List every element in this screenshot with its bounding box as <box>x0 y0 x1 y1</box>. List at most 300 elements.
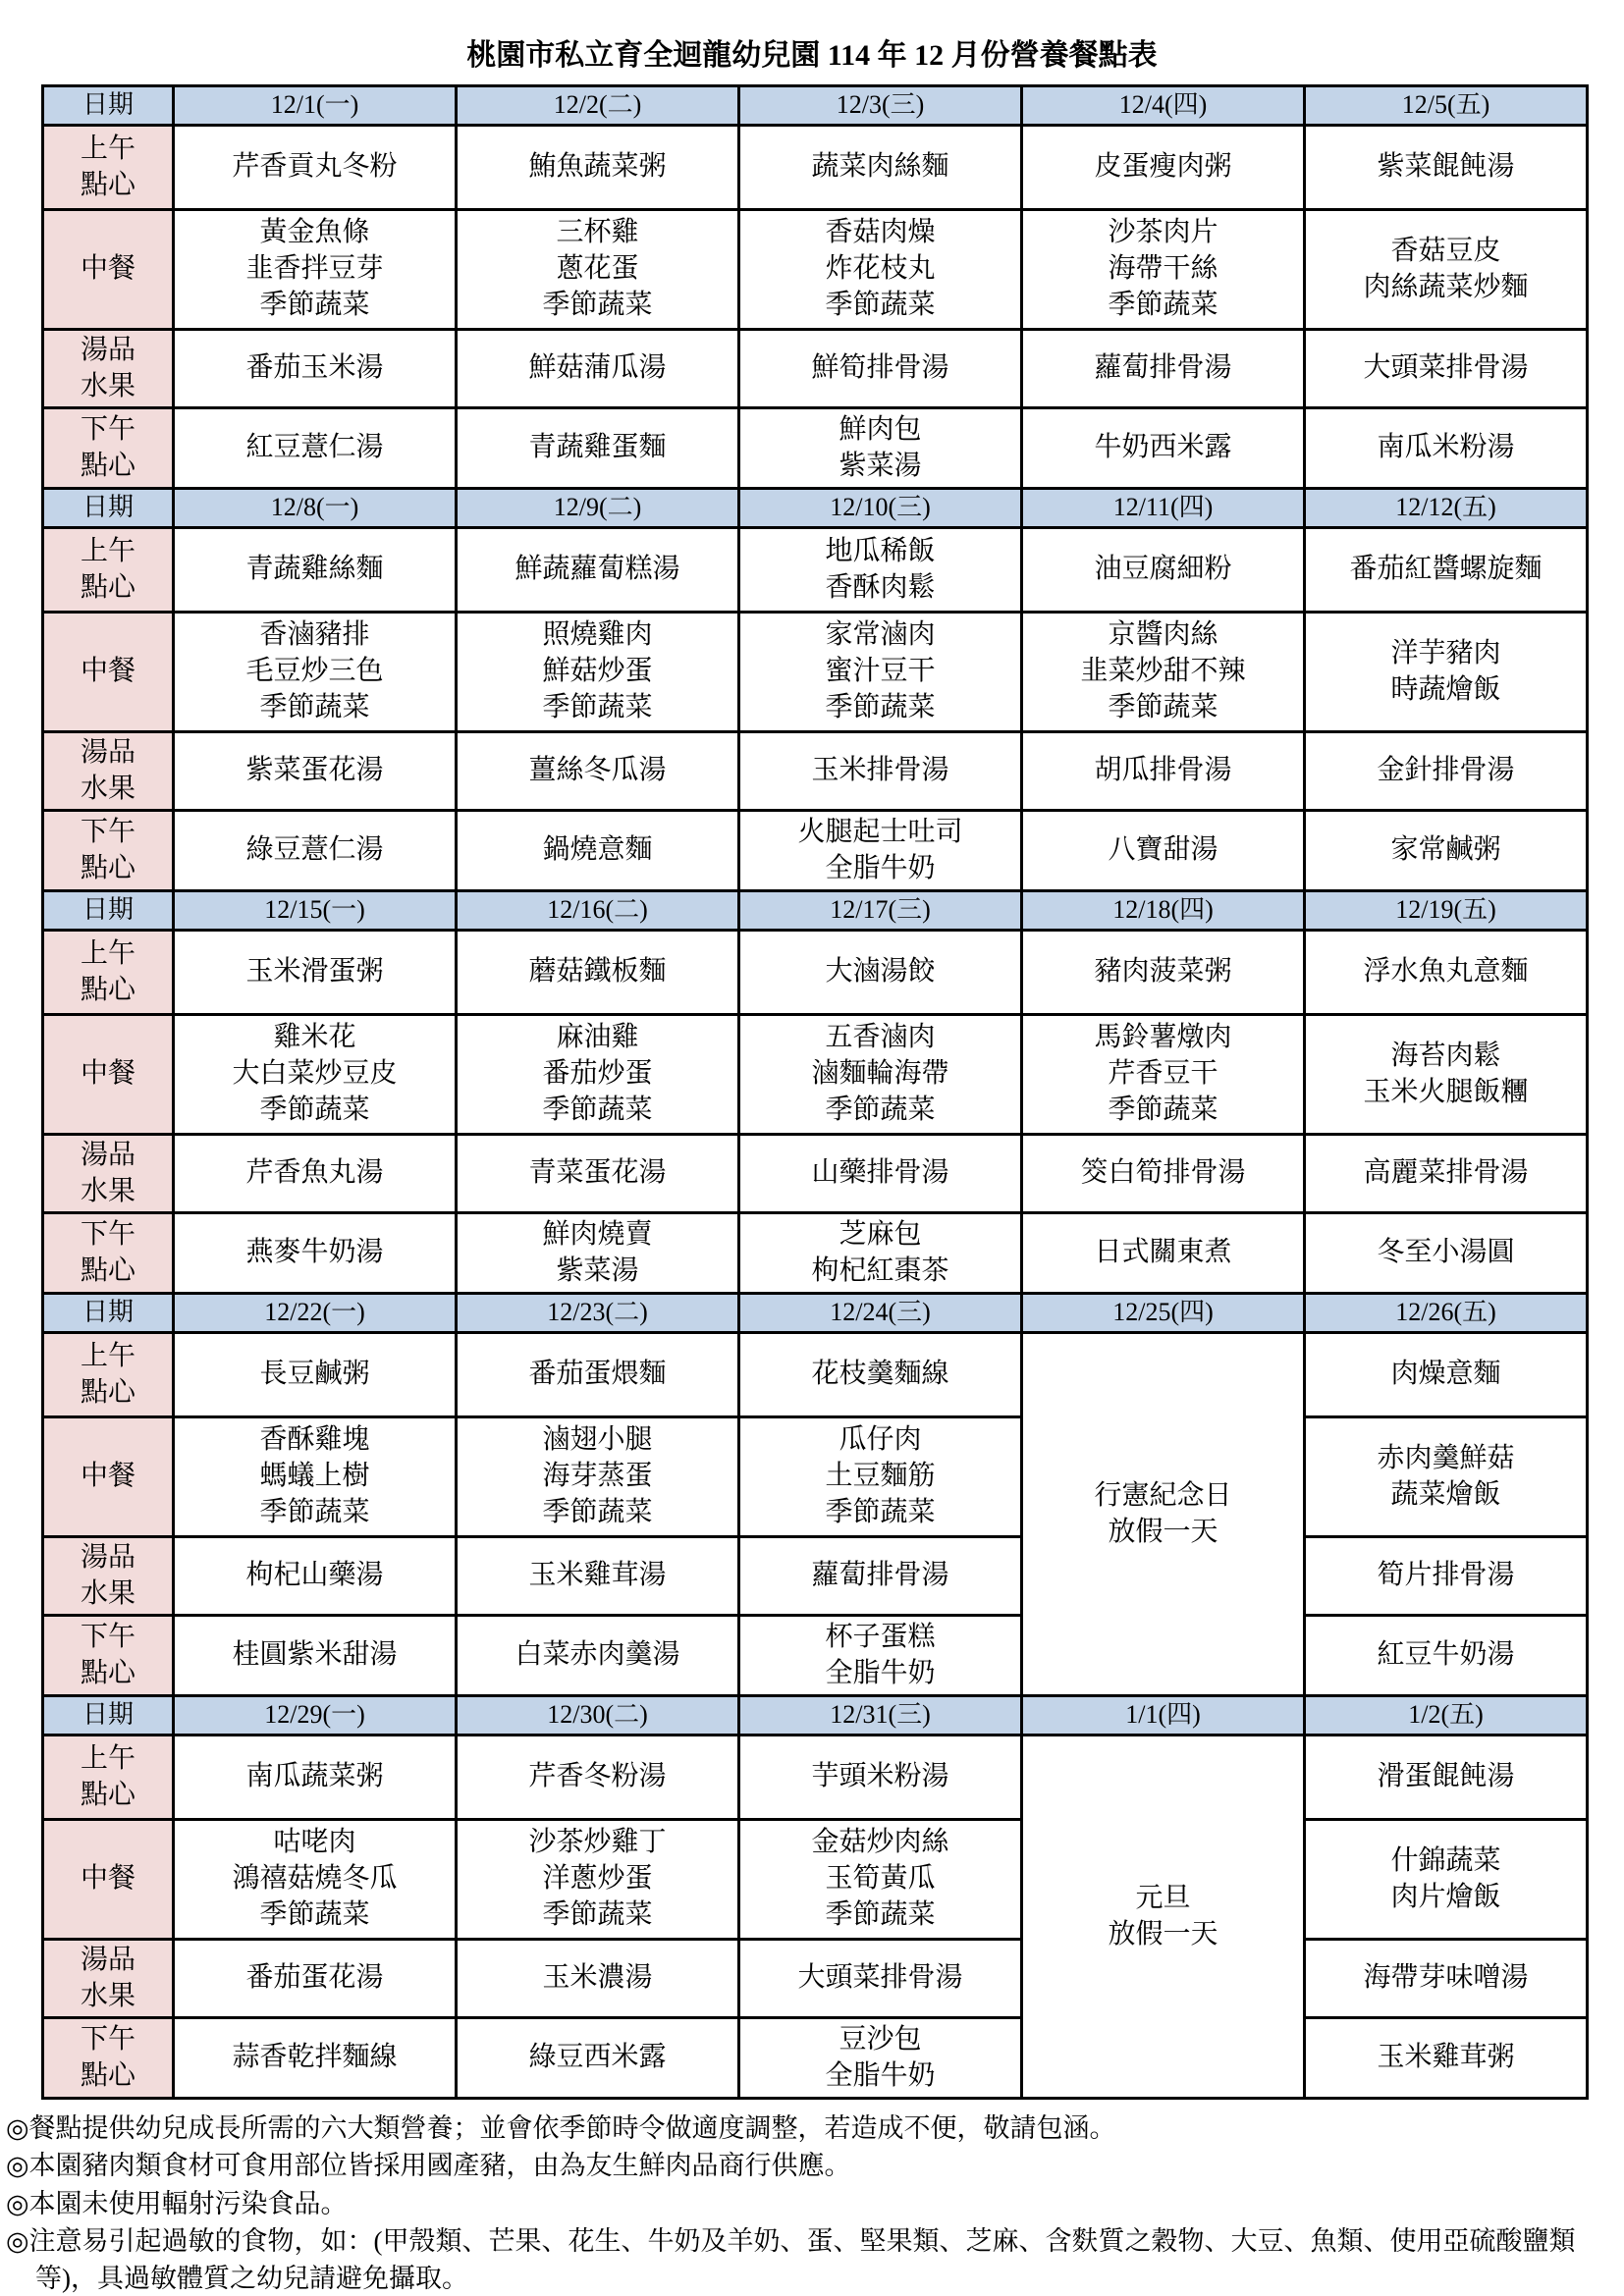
menu-line: 點心 <box>80 974 135 1005</box>
menu-line: 季節蔬菜 <box>542 691 653 722</box>
morning-snack-cell <box>174 1333 457 1417</box>
menu-line: 白菜赤肉羹湯 <box>514 1639 680 1671</box>
afternoon-snack-cell <box>1022 408 1305 489</box>
afternoon-snack-cell <box>1022 811 1305 891</box>
menu-line: 瓜仔肉 <box>839 1424 922 1456</box>
soup-fruit-row <box>43 1135 1588 1213</box>
date-cell <box>1022 891 1305 931</box>
menu-line: 番茄蛋煨麵 <box>528 1359 667 1390</box>
menu-line: 12/25(四) <box>1112 1298 1214 1327</box>
menu-line: 季節蔬菜 <box>542 289 653 320</box>
menu-line: 12/9(二) <box>553 493 642 522</box>
lunch-cell <box>739 1015 1022 1135</box>
menu-line: 1/1(四) <box>1125 1700 1201 1730</box>
menu-line: 上午 <box>80 938 135 970</box>
menu-line: 下午 <box>80 2024 135 2056</box>
soup-fruit-cell <box>174 1537 457 1616</box>
menu-line: 12/18(四) <box>1112 895 1214 925</box>
morning-snack-cell <box>739 1735 1022 1820</box>
date-cell <box>457 1696 739 1735</box>
menu-line: 玉米雞茸湯 <box>528 1560 667 1591</box>
menu-line: 咕咾肉 <box>273 1827 356 1858</box>
menu-line: 12/4(四) <box>1118 90 1208 120</box>
menu-line: 放假一天 <box>1108 1918 1218 1949</box>
date-header-row <box>43 1294 1588 1333</box>
menu-line: 季節蔬菜 <box>1108 1094 1218 1125</box>
menu-line: 紫菜湯 <box>556 1255 639 1286</box>
menu-line: 香菇豆皮 <box>1390 235 1501 266</box>
menu-line: 炸花枝丸 <box>825 253 936 285</box>
date-cell <box>174 1294 457 1333</box>
menu-line: 山藥排骨湯 <box>811 1157 949 1189</box>
menu-line: 高麗菜排骨湯 <box>1363 1157 1529 1189</box>
menu-line: 12/26(五) <box>1395 1298 1496 1327</box>
menu-line: 青菜蛋花湯 <box>528 1157 667 1189</box>
morning-snack-cell <box>457 528 739 613</box>
menu-line: 海帶干絲 <box>1108 253 1218 285</box>
menu-line: 湯品 <box>80 1140 135 1171</box>
menu-line: 12/17(三) <box>830 895 931 925</box>
lunch-cell <box>174 1820 457 1940</box>
date-header-row <box>43 86 1588 126</box>
row-label-morning-snack <box>43 126 174 210</box>
menu-line: 玉米雞茸粥 <box>1377 2042 1515 2073</box>
morning-snack-cell <box>174 931 457 1015</box>
menu-line: 芋頭米粉湯 <box>811 1761 949 1792</box>
date-cell <box>1305 86 1588 126</box>
menu-line: 土豆麵筋 <box>825 1461 936 1492</box>
lunch-row <box>43 1015 1588 1135</box>
lunch-cell <box>457 1417 739 1537</box>
menu-line: 行憲紀念日 <box>1094 1479 1232 1511</box>
lunch-cell <box>457 1820 739 1940</box>
menu-line: 香菇肉燥 <box>825 217 936 248</box>
date-cell <box>1305 1294 1588 1333</box>
menu-line: 元旦 <box>1135 1882 1191 1913</box>
menu-line: 雞米花 <box>273 1022 356 1053</box>
date-cell <box>457 86 739 126</box>
menu-line: 玉米排骨湯 <box>811 755 949 786</box>
soup-fruit-cell <box>174 1940 457 2018</box>
menu-line: 點心 <box>80 169 135 200</box>
menu-line: 滷麵輪海帶 <box>811 1058 949 1090</box>
menu-line: 肉燥意麵 <box>1390 1359 1501 1390</box>
menu-line: 海芽蒸蛋 <box>542 1461 653 1492</box>
menu-line: 點心 <box>80 2059 135 2091</box>
menu-line: 地瓜稀飯 <box>825 535 936 566</box>
menu-line: 芹香貢丸冬粉 <box>232 151 398 183</box>
row-label-afternoon-snack <box>43 1213 174 1294</box>
lunch-cell <box>1305 613 1588 732</box>
row-label-lunch <box>43 1417 174 1537</box>
date-cell <box>174 489 457 528</box>
soup-fruit-cell <box>1022 330 1305 408</box>
menu-line: 上午 <box>80 1341 135 1372</box>
menu-line: 金針排骨湯 <box>1377 755 1515 786</box>
menu-line: 鮮肉燒賣 <box>542 1218 653 1250</box>
soup-fruit-cell <box>174 330 457 408</box>
menu-line: 鮮肉包 <box>839 413 922 445</box>
menu-line: 下午 <box>80 1219 135 1251</box>
afternoon-snack-cell <box>739 811 1022 891</box>
note: ◎餐點提供幼兒成長所需的六大類營養；並會依季節時令做適度調整，若造成不便，敬請包涵。 <box>6 2113 1116 2143</box>
date-row-label <box>43 86 174 126</box>
afternoon-snack-cell <box>457 408 739 489</box>
lunch-cell <box>174 1417 457 1537</box>
soup-fruit-cell <box>457 732 739 811</box>
menu-line: 芹香豆干 <box>1108 1058 1218 1090</box>
date-row-label <box>43 1294 174 1333</box>
date-cell <box>457 1294 739 1333</box>
menu-line: 12/1(一) <box>270 90 359 120</box>
menu-line: 季節蔬菜 <box>825 1898 936 1930</box>
menu-line: 沙茶炒雞丁 <box>528 1827 667 1858</box>
menu-line: 鮮蔬蘿蔔糕湯 <box>514 554 680 585</box>
menu-line: 麻油雞 <box>556 1022 639 1053</box>
menu-line: 鮮菇炒蛋 <box>542 656 653 687</box>
menu-line: 12/30(二) <box>547 1700 648 1730</box>
menu-line: 八寶甜湯 <box>1108 834 1218 866</box>
afternoon-snack-cell <box>457 1213 739 1294</box>
morning-snack-cell <box>1305 1333 1588 1417</box>
menu-line: 南瓜蔬菜粥 <box>245 1761 384 1792</box>
menu-line: 鍋燒意麵 <box>542 834 653 866</box>
menu-line: 點心 <box>80 1255 135 1286</box>
holiday-cell <box>1022 1333 1305 1696</box>
row-label-lunch <box>43 1015 174 1135</box>
menu-line: 日期 <box>81 1700 134 1730</box>
menu-line: 紅豆薏仁湯 <box>245 432 384 463</box>
afternoon-snack-cell <box>174 811 457 891</box>
menu-line: 12/10(三) <box>830 493 931 522</box>
menu-line: 水果 <box>80 773 135 804</box>
morning-snack-cell <box>1305 1735 1588 1820</box>
lunch-cell <box>739 210 1022 330</box>
menu-line: 季節蔬菜 <box>542 1094 653 1125</box>
menu-line: 番茄蛋花湯 <box>245 1962 384 1994</box>
menu-line: 全脂牛奶 <box>825 852 936 883</box>
morning-snack-cell <box>739 931 1022 1015</box>
date-cell <box>1022 86 1305 126</box>
menu-line: 鮪魚蔬菜粥 <box>528 151 667 183</box>
menu-line: 毛豆炒三色 <box>245 656 384 687</box>
menu-line: 中餐 <box>80 1058 135 1090</box>
menu-line: 12/22(一) <box>264 1298 365 1327</box>
morning-snack-cell <box>1305 931 1588 1015</box>
menu-line: 芝麻包 <box>839 1218 922 1250</box>
soup-fruit-row <box>43 330 1588 408</box>
morning-snack-cell <box>457 1735 739 1820</box>
menu-line: 枸杞山藥湯 <box>245 1560 384 1591</box>
soup-fruit-cell <box>457 1135 739 1213</box>
date-header-row <box>43 1696 1588 1735</box>
menu-line: 沙茶肉片 <box>1108 217 1218 248</box>
afternoon-snack-cell <box>1305 2018 1588 2099</box>
menu-line: 螞蟻上樹 <box>259 1461 370 1492</box>
menu-line: 湯品 <box>80 737 135 769</box>
lunch-row <box>43 1417 1588 1537</box>
menu-line: 五香滷肉 <box>825 1022 936 1053</box>
menu-line: 赤肉羹鮮菇 <box>1377 1442 1515 1473</box>
menu-line: 桂圓紫米甜湯 <box>232 1639 398 1671</box>
menu-line: 洋芋豬肉 <box>1390 637 1501 668</box>
afternoon-snack-cell <box>174 1213 457 1294</box>
date-cell <box>174 1696 457 1735</box>
row-label-lunch <box>43 613 174 732</box>
note: ◎本園未使用輻射污染食品。 <box>6 2188 348 2218</box>
menu-line: 肉絲蔬菜炒麵 <box>1363 271 1529 302</box>
menu-line: 12/31(三) <box>830 1700 931 1730</box>
row-label-soup-fruit <box>43 330 174 408</box>
date-header-row <box>43 891 1588 931</box>
lunch-cell <box>1305 1015 1588 1135</box>
row-label-morning-snack <box>43 1735 174 1820</box>
menu-line: 季節蔬菜 <box>542 1496 653 1527</box>
menu-line: 全脂牛奶 <box>825 1657 936 1688</box>
menu-line: 三杯雞 <box>556 217 639 248</box>
menu-line: 香滷豬排 <box>259 619 370 651</box>
menu-line: 紫菜湯 <box>839 450 922 481</box>
menu-line: 浮水魚丸意麵 <box>1363 956 1529 988</box>
morning-snack-cell <box>1305 126 1588 210</box>
soup-fruit-cell <box>457 1537 739 1616</box>
menu-line: 蘿蔔排骨湯 <box>811 1560 949 1591</box>
menu-line: 蔥花蛋 <box>556 253 639 285</box>
menu-line: 韭菜炒甜不辣 <box>1080 656 1246 687</box>
row-label-morning-snack <box>43 931 174 1015</box>
menu-line: 湯品 <box>80 335 135 366</box>
afternoon-snack-cell <box>457 2018 739 2099</box>
menu-line: 季節蔬菜 <box>259 691 370 722</box>
afternoon-snack-cell <box>1022 1213 1305 1294</box>
menu-line: 日期 <box>81 90 134 120</box>
menu-line: 1/2(五) <box>1408 1700 1484 1730</box>
menu-line: 家常鹹粥 <box>1390 834 1501 866</box>
date-cell <box>739 1696 1022 1735</box>
menu-line: 滷翅小腿 <box>542 1424 653 1456</box>
menu-line: 玉米濃湯 <box>542 1962 653 1994</box>
row-label-lunch <box>43 210 174 330</box>
lunch-cell <box>1022 1015 1305 1135</box>
morning-snack-row <box>43 1333 1588 1417</box>
afternoon-snack-cell <box>739 1213 1022 1294</box>
menu-line: 蔬菜燴飯 <box>1390 1478 1501 1510</box>
menu-line: 肉片燴飯 <box>1390 1881 1501 1912</box>
menu-line: 油豆腐細粉 <box>1094 554 1232 585</box>
menu-line: 芹香冬粉湯 <box>528 1761 667 1792</box>
note: ◎注意易引起過敏的食物，如：(甲殼類、芒果、花生、牛奶及羊奶、蛋、堅果類、芝麻、含麩質之穀物、大豆、魚類、使用亞硫酸鹽類等)，具過敏體質之幼兒請避免攝取。 <box>6 2225 1576 2294</box>
afternoon-snack-cell <box>457 811 739 891</box>
date-cell <box>1022 1696 1305 1735</box>
menu-line: 照燒雞肉 <box>542 619 653 651</box>
date-cell <box>739 86 1022 126</box>
menu-line: 大滷湯餃 <box>825 956 936 988</box>
menu-line: 香酥肉鬆 <box>825 571 936 603</box>
menu-line: 香酥雞塊 <box>259 1424 370 1456</box>
soup-fruit-row <box>43 1537 1588 1616</box>
menu-line: 季節蔬菜 <box>259 289 370 320</box>
morning-snack-cell <box>1305 528 1588 613</box>
soup-fruit-cell <box>739 1940 1022 2018</box>
soup-fruit-cell <box>739 732 1022 811</box>
menu-line: 12/29(一) <box>264 1700 365 1730</box>
soup-fruit-row <box>43 1940 1588 2018</box>
date-row-label <box>43 1696 174 1735</box>
morning-snack-cell <box>739 528 1022 613</box>
menu-line: 玉筍黃瓜 <box>825 1863 936 1895</box>
menu-line: 筍片排骨湯 <box>1377 1560 1515 1591</box>
menu-line: 番茄紅醬螺旋麵 <box>1349 554 1543 585</box>
lunch-cell <box>1305 1820 1588 1940</box>
menu-line: 季節蔬菜 <box>542 1898 653 1930</box>
menu-line: 胡瓜排骨湯 <box>1094 755 1232 786</box>
menu-line: 家常滷肉 <box>825 619 936 651</box>
morning-snack-cell <box>174 1735 457 1820</box>
morning-snack-cell <box>174 126 457 210</box>
menu-line: 馬鈴薯燉肉 <box>1094 1022 1232 1053</box>
afternoon-snack-cell <box>174 2018 457 2099</box>
menu-line: 上午 <box>80 133 135 165</box>
afternoon-snack-cell <box>1305 1616 1588 1696</box>
menu-line: 季節蔬菜 <box>259 1496 370 1527</box>
menu-line: 日期 <box>81 895 134 925</box>
soup-fruit-cell <box>1305 1135 1588 1213</box>
afternoon-snack-row <box>43 2018 1588 2099</box>
menu-line: 中餐 <box>80 1863 135 1895</box>
menu-line: 燕麥牛奶湯 <box>245 1237 384 1268</box>
menu-line: 點心 <box>80 1657 135 1688</box>
lunch-cell <box>174 1015 457 1135</box>
menu-line: 水果 <box>80 1175 135 1206</box>
afternoon-snack-cell <box>1305 811 1588 891</box>
menu-line: 玉米滑蛋粥 <box>245 956 384 988</box>
lunch-cell <box>739 1820 1022 1940</box>
afternoon-snack-cell <box>174 1616 457 1696</box>
menu-line: 季節蔬菜 <box>825 691 936 722</box>
menu-line: 鮮菇蒲瓜湯 <box>528 352 667 384</box>
menu-line: 大頭菜排骨湯 <box>1363 352 1529 384</box>
menu-line: 蘑菇鐵板麵 <box>528 956 667 988</box>
menu-line: 蒜香乾拌麵線 <box>232 2042 398 2073</box>
morning-snack-cell <box>174 528 457 613</box>
menu-line: 冬至小湯圓 <box>1377 1237 1515 1268</box>
morning-snack-cell <box>739 1333 1022 1417</box>
soup-fruit-cell <box>1305 732 1588 811</box>
morning-snack-cell <box>1022 126 1305 210</box>
date-cell <box>174 891 457 931</box>
date-header-row <box>43 489 1588 528</box>
menu-line: 12/12(五) <box>1395 493 1496 522</box>
menu-line: 日式關東煮 <box>1094 1237 1232 1268</box>
menu-line: 長豆鹹粥 <box>259 1359 370 1390</box>
menu-line: 枸杞紅棗茶 <box>811 1255 949 1286</box>
afternoon-snack-cell <box>739 1616 1022 1696</box>
date-cell <box>739 891 1022 931</box>
menu-line: 點心 <box>80 450 135 481</box>
menu-line: 湯品 <box>80 1542 135 1574</box>
date-cell <box>1305 489 1588 528</box>
menu-line: 綠豆西米露 <box>528 2042 667 2073</box>
menu-line: 點心 <box>80 1376 135 1408</box>
soup-fruit-cell <box>457 1940 739 2018</box>
soup-fruit-cell <box>174 1135 457 1213</box>
afternoon-snack-row <box>43 811 1588 891</box>
menu-line: 玉米火腿飯糰 <box>1363 1076 1529 1107</box>
menu-line: 鮮筍排骨湯 <box>811 352 949 384</box>
morning-snack-cell <box>1022 528 1305 613</box>
menu-line: 上午 <box>80 1743 135 1775</box>
soup-fruit-cell <box>1022 732 1305 811</box>
date-cell <box>1305 1696 1588 1735</box>
menu-line: 中餐 <box>80 253 135 285</box>
menu-line: 12/8(一) <box>270 493 359 522</box>
menu-line: 蔬菜肉絲麵 <box>811 151 949 183</box>
morning-snack-row <box>43 126 1588 210</box>
date-cell <box>1022 1294 1305 1333</box>
menu-line: 番茄炒蛋 <box>542 1058 653 1090</box>
soup-fruit-cell <box>739 330 1022 408</box>
menu-line: 芹香魚丸湯 <box>245 1157 384 1189</box>
date-cell <box>457 891 739 931</box>
menu-line: 點心 <box>80 571 135 603</box>
row-label-afternoon-snack <box>43 408 174 489</box>
menu-line: 季節蔬菜 <box>825 289 936 320</box>
afternoon-snack-cell <box>1305 1213 1588 1294</box>
row-label-soup-fruit <box>43 1135 174 1213</box>
menu-line: 中餐 <box>80 656 135 687</box>
menu-line: 日期 <box>81 493 134 522</box>
menu-line: 水果 <box>80 1980 135 2011</box>
lunch-row <box>43 1820 1588 1940</box>
lunch-cell <box>174 210 457 330</box>
menu-line: 海苔肉鬆 <box>1390 1040 1501 1071</box>
menu-line: 12/23(二) <box>547 1298 648 1327</box>
menu-line: 蜜汁豆干 <box>825 656 936 687</box>
menu-line: 紫菜餛飩湯 <box>1377 151 1515 183</box>
menu-line: 鴻禧菇燒冬瓜 <box>232 1863 398 1895</box>
date-cell <box>174 86 457 126</box>
lunch-cell <box>1305 1417 1588 1537</box>
menu-line: 豬肉菠菜粥 <box>1094 956 1232 988</box>
soup-fruit-cell <box>739 1135 1022 1213</box>
note: ◎本園豬肉類食材可食用部位皆採用國產豬，由為友生鮮肉品商行供應。 <box>6 2151 851 2181</box>
afternoon-snack-cell <box>174 408 457 489</box>
afternoon-snack-cell <box>739 2018 1022 2099</box>
afternoon-snack-row <box>43 1616 1588 1696</box>
menu-line: 季節蔬菜 <box>259 1898 370 1930</box>
menu-line: 番茄玉米湯 <box>245 352 384 384</box>
lunch-cell <box>457 210 739 330</box>
menu-line: 季節蔬菜 <box>1108 691 1218 722</box>
row-label-lunch <box>43 1820 174 1940</box>
menu-line: 紫菜蛋花湯 <box>245 755 384 786</box>
soup-fruit-cell <box>1305 1537 1588 1616</box>
menu-line: 12/11(四) <box>1112 493 1214 522</box>
menu-line: 火腿起士吐司 <box>797 816 963 847</box>
afternoon-snack-row <box>43 408 1588 489</box>
menu-line: 下午 <box>80 1622 135 1653</box>
menu-line: 季節蔬菜 <box>1108 289 1218 320</box>
date-cell <box>739 1294 1022 1333</box>
menu-line: 12/15(一) <box>264 895 365 925</box>
menu-line: 湯品 <box>80 1945 135 1976</box>
menu-line: 日期 <box>81 1298 134 1327</box>
date-cell <box>739 489 1022 528</box>
morning-snack-cell <box>1022 931 1305 1015</box>
row-label-afternoon-snack <box>43 2018 174 2099</box>
menu-line: 上午 <box>80 536 135 567</box>
menu-line: 花枝羹麵線 <box>811 1359 949 1390</box>
